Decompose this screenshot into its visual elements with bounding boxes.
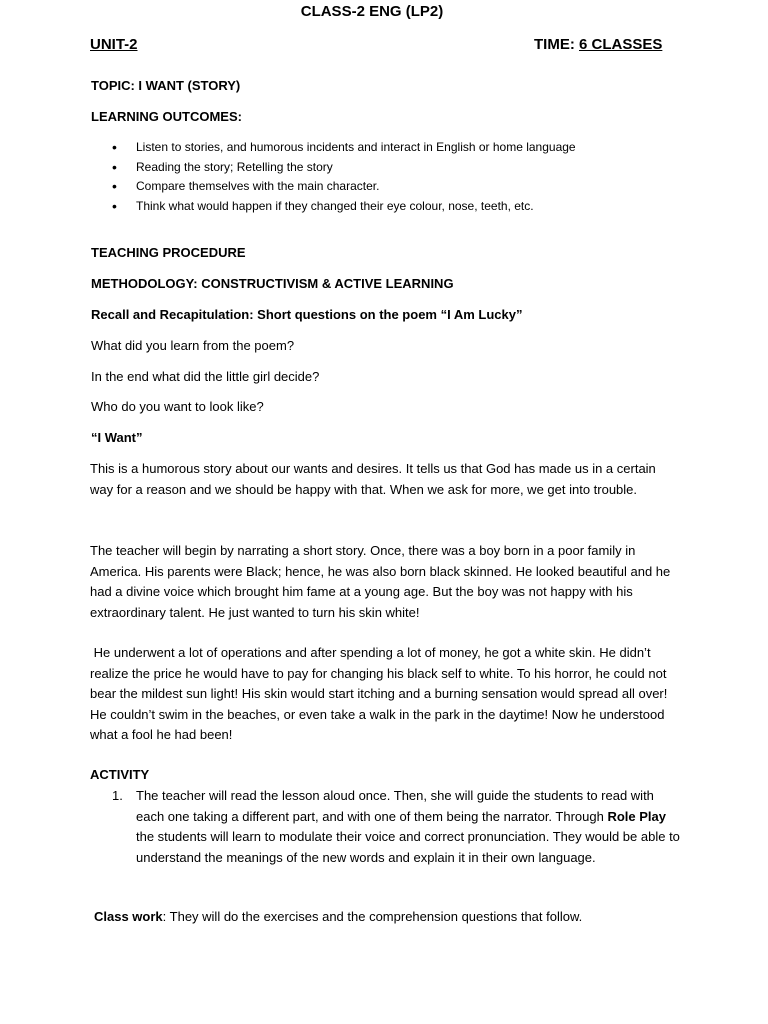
list-item: • Compare themselves with the main character. — [112, 177, 712, 197]
list-item: • Reading the story; Retelling the story — [112, 158, 712, 178]
activity-text-before: The teacher will read the lesson aloud once. Then, she will guide the students to read with each one taking a different part, and with one of them being the narrator. Through — [136, 788, 654, 824]
time-value: 6 CLASSES — [579, 36, 663, 53]
learning-outcomes-heading: LEARNING OUTCOMES: — [91, 109, 242, 124]
story-paragraph: The teacher will begin by narrating a short story. Once, there was a boy born in a poor family in America. His parents were Black; hence, he was also born black skinned. He looked beautiful and he had a divine voice which brought him fame at a young age. But the boy was not happy with his extraordinary talent. He just wanted to turn his skin white! — [90, 543, 671, 620]
list-item: • Think what would happen if they changed their eye colour, nose, teeth, etc. — [112, 197, 712, 217]
activity-list — [112, 786, 682, 868]
unit-label: UNIT-2 — [90, 36, 138, 53]
recall-heading: Recall and Recapitulation: Short questions on the poem “I Am Lucky” — [91, 307, 523, 322]
activity-heading: ACTIVITY — [90, 767, 150, 782]
story-paragraph: This is a humorous story about our wants and desires. It tells us that God has made us in a certain way for a reason and we should be happy with that. When we ask for more, we get into trouble. — [90, 461, 656, 497]
document-title: CLASS-2 ENG (LP2) — [300, 3, 444, 20]
recall-question: Who do you want to look like? — [91, 399, 264, 414]
topic-heading: TOPIC: I WANT (STORY) — [91, 78, 241, 93]
time-prefix: TIME: — [534, 36, 579, 53]
role-play-bold: Role Play — [607, 808, 666, 824]
methodology-heading: METHODOLOGY: CONSTRUCTIVISM & ACTIVE LEARNING — [91, 276, 454, 291]
activity-text — [136, 786, 682, 868]
learning-outcomes-list — [112, 138, 712, 216]
classwork-label: Class work — [94, 909, 163, 924]
classwork-text: : They will do the exercises and the comprehension questions that follow. — [162, 909, 583, 924]
teaching-procedure-heading: TEACHING PROCEDURE — [91, 245, 246, 260]
list-item: • Listen to stories, and humorous incidents and interact in English or home language — [112, 138, 712, 158]
recall-question: What did you learn from the poem? — [91, 338, 295, 353]
recall-question: In the end what did the little girl decide? — [91, 369, 320, 384]
time-label — [534, 36, 662, 53]
activity-text-after: the students will learn to modulate their voice and correct pronunciation. They would be able to understand the meanings of the new words and explain it in their own language. — [136, 829, 680, 865]
story-title: “I Want” — [91, 430, 143, 445]
classwork-line — [94, 909, 582, 924]
list-number: 1. — [112, 788, 123, 803]
story-paragraph: He underwent a lot of operations and after spending a lot of money, he got a white skin. He didn’t realize the price he would have to pay for changing his black self to white. To his horror, he could not bear the mildest sun light! His skin would start itching and a burning sensation would spread all over! He couldn’t swim in the beaches, or even take a walk in the park in the daytime! Now he understood what a fool he had been! — [90, 645, 671, 742]
